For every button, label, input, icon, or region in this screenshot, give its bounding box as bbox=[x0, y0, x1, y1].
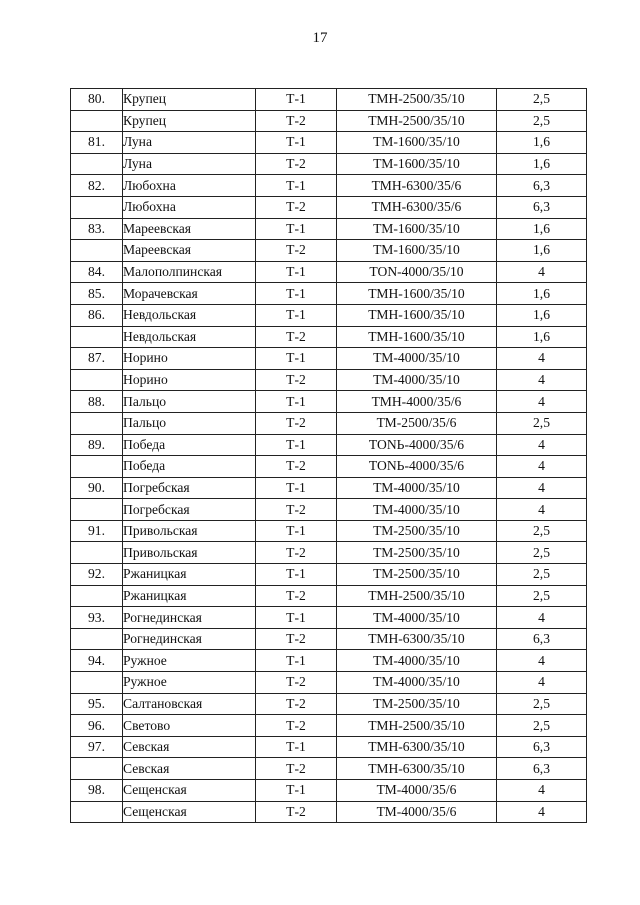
substation-name-cell: Севская bbox=[123, 736, 256, 758]
substation-name-cell: Морачевская bbox=[123, 283, 256, 305]
transformer-type-cell: ТМ-1600/35/10 bbox=[337, 153, 497, 175]
table-row bbox=[71, 456, 587, 478]
table-row bbox=[71, 672, 587, 694]
substation-name-cell: Сещенская bbox=[123, 801, 256, 823]
row-number-cell: 88. bbox=[71, 391, 123, 413]
transformer-id-cell: Т-2 bbox=[256, 758, 337, 780]
transformer-id-cell: Т-2 bbox=[256, 715, 337, 737]
power-cell: 4 bbox=[497, 348, 587, 370]
transformer-type-cell: ТМ-1600/35/10 bbox=[337, 132, 497, 154]
table-row bbox=[71, 520, 587, 542]
table-row bbox=[71, 110, 587, 132]
row-number-cell bbox=[71, 542, 123, 564]
row-number-cell: 80. bbox=[71, 89, 123, 111]
transformer-type-cell: ТМ-2500/35/6 bbox=[337, 412, 497, 434]
substation-name-cell: Светово bbox=[123, 715, 256, 737]
row-number-cell bbox=[71, 628, 123, 650]
table-row bbox=[71, 693, 587, 715]
power-cell: 1,6 bbox=[497, 132, 587, 154]
table-row bbox=[71, 628, 587, 650]
row-number-cell bbox=[71, 456, 123, 478]
power-cell: 4 bbox=[497, 391, 587, 413]
row-number-cell: 90. bbox=[71, 477, 123, 499]
transformer-type-cell: ТМ-4000/35/10 bbox=[337, 650, 497, 672]
power-cell: 2,5 bbox=[497, 110, 587, 132]
transformer-type-cell: ТМН-6300/35/6 bbox=[337, 175, 497, 197]
transformer-type-cell: ТМ-2500/35/10 bbox=[337, 693, 497, 715]
transformer-type-cell: ТМН-4000/35/6 bbox=[337, 391, 497, 413]
substation-name-cell: Норино bbox=[123, 369, 256, 391]
substation-name-cell: Погребская bbox=[123, 499, 256, 521]
transformer-id-cell: Т-1 bbox=[256, 283, 337, 305]
transformer-type-cell: ТМН-2500/35/10 bbox=[337, 715, 497, 737]
transformer-type-cell: ТОNЬ-4000/35/6 bbox=[337, 456, 497, 478]
substation-name-cell: Сещенская bbox=[123, 780, 256, 802]
row-number-cell: 84. bbox=[71, 261, 123, 283]
transformer-id-cell: Т-1 bbox=[256, 477, 337, 499]
power-cell: 6,3 bbox=[497, 175, 587, 197]
substation-name-cell: Любохна bbox=[123, 196, 256, 218]
transformer-type-cell: ТМ-4000/35/6 bbox=[337, 801, 497, 823]
substation-name-cell: Мареевская bbox=[123, 218, 256, 240]
power-cell: 2,5 bbox=[497, 585, 587, 607]
substation-name-cell: Малополпинская bbox=[123, 261, 256, 283]
power-cell: 4 bbox=[497, 369, 587, 391]
substation-name-cell: Севская bbox=[123, 758, 256, 780]
row-number-cell: 98. bbox=[71, 780, 123, 802]
power-cell: 4 bbox=[497, 477, 587, 499]
transformer-id-cell: Т-1 bbox=[256, 607, 337, 629]
table-row bbox=[71, 650, 587, 672]
row-number-cell bbox=[71, 758, 123, 780]
row-number-cell bbox=[71, 499, 123, 521]
table-row bbox=[71, 607, 587, 629]
power-cell: 2,5 bbox=[497, 542, 587, 564]
row-number-cell: 89. bbox=[71, 434, 123, 456]
row-number-cell bbox=[71, 153, 123, 175]
power-cell: 1,6 bbox=[497, 240, 587, 262]
table-row bbox=[71, 132, 587, 154]
substation-name-cell: Норино bbox=[123, 348, 256, 370]
substation-name-cell: Ружное bbox=[123, 650, 256, 672]
transformer-type-cell: ТМ-4000/35/10 bbox=[337, 348, 497, 370]
row-number-cell bbox=[71, 196, 123, 218]
power-cell: 2,5 bbox=[497, 412, 587, 434]
transformer-type-cell: ТМ-2500/35/10 bbox=[337, 564, 497, 586]
page-number: 17 bbox=[312, 30, 328, 46]
transformer-id-cell: Т-2 bbox=[256, 542, 337, 564]
power-cell: 2,5 bbox=[497, 89, 587, 111]
transformer-id-cell: Т-1 bbox=[256, 520, 337, 542]
row-number-cell bbox=[71, 240, 123, 262]
transformer-id-cell: Т-2 bbox=[256, 412, 337, 434]
table-row bbox=[71, 736, 587, 758]
row-number-cell: 87. bbox=[71, 348, 123, 370]
substation-name-cell: Крупец bbox=[123, 89, 256, 111]
power-cell: 6,3 bbox=[497, 736, 587, 758]
transformer-id-cell: Т-2 bbox=[256, 240, 337, 262]
table-row bbox=[71, 564, 587, 586]
table-row bbox=[71, 499, 587, 521]
table-row bbox=[71, 715, 587, 737]
substation-name-cell: Победа bbox=[123, 434, 256, 456]
transformer-id-cell: Т-2 bbox=[256, 693, 337, 715]
power-cell: 4 bbox=[497, 499, 587, 521]
row-number-cell bbox=[71, 110, 123, 132]
transformer-id-cell: Т-2 bbox=[256, 153, 337, 175]
power-cell: 1,6 bbox=[497, 326, 587, 348]
transformer-type-cell: ТМ-2500/35/10 bbox=[337, 542, 497, 564]
transformer-id-cell: Т-2 bbox=[256, 585, 337, 607]
transformer-type-cell: ТОNЬ-4000/35/6 bbox=[337, 434, 497, 456]
row-number-cell: 85. bbox=[71, 283, 123, 305]
substation-name-cell: Рогнединская bbox=[123, 628, 256, 650]
power-cell: 6,3 bbox=[497, 196, 587, 218]
substation-name-cell: Любохна bbox=[123, 175, 256, 197]
substation-name-cell: Победа bbox=[123, 456, 256, 478]
substation-name-cell: Привольская bbox=[123, 520, 256, 542]
substation-name-cell: Салтановская bbox=[123, 693, 256, 715]
transformer-type-cell: ТМН-6300/35/6 bbox=[337, 196, 497, 218]
power-cell: 1,6 bbox=[497, 153, 587, 175]
transformer-id-cell: Т-1 bbox=[256, 434, 337, 456]
power-cell: 1,6 bbox=[497, 283, 587, 305]
transformer-type-cell: ТМН-6300/35/10 bbox=[337, 736, 497, 758]
power-cell: 4 bbox=[497, 672, 587, 694]
substation-name-cell: Ржаницкая bbox=[123, 585, 256, 607]
transformer-type-cell: ТМН-2500/35/10 bbox=[337, 110, 497, 132]
transformer-type-cell: ТМН-1600/35/10 bbox=[337, 326, 497, 348]
row-number-cell: 96. bbox=[71, 715, 123, 737]
power-cell: 4 bbox=[497, 261, 587, 283]
table-row bbox=[71, 412, 587, 434]
transformer-id-cell: Т-2 bbox=[256, 326, 337, 348]
table-row bbox=[71, 89, 587, 111]
power-cell: 4 bbox=[497, 434, 587, 456]
transformer-type-cell: ТМ-4000/35/10 bbox=[337, 477, 497, 499]
table-body bbox=[71, 89, 587, 823]
row-number-cell bbox=[71, 672, 123, 694]
row-number-cell bbox=[71, 326, 123, 348]
transformer-id-cell: Т-1 bbox=[256, 780, 337, 802]
row-number-cell: 82. bbox=[71, 175, 123, 197]
table-row bbox=[71, 240, 587, 262]
row-number-cell bbox=[71, 412, 123, 434]
table-row bbox=[71, 283, 587, 305]
transformer-id-cell: Т-1 bbox=[256, 391, 337, 413]
transformer-type-cell: ТОN-4000/35/10 bbox=[337, 261, 497, 283]
transformer-id-cell: Т-2 bbox=[256, 499, 337, 521]
substation-name-cell: Невдольская bbox=[123, 304, 256, 326]
table-row bbox=[71, 780, 587, 802]
row-number-cell bbox=[71, 369, 123, 391]
transformer-type-cell: ТМН-2500/35/10 bbox=[337, 89, 497, 111]
substation-name-cell: Ружное bbox=[123, 672, 256, 694]
table-row bbox=[71, 434, 587, 456]
substation-name-cell: Крупец bbox=[123, 110, 256, 132]
substation-name-cell: Пальцо bbox=[123, 412, 256, 434]
substation-name-cell: Погребская bbox=[123, 477, 256, 499]
row-number-cell bbox=[71, 801, 123, 823]
transformer-type-cell: ТМ-4000/35/10 bbox=[337, 499, 497, 521]
row-number-cell: 86. bbox=[71, 304, 123, 326]
table-row bbox=[71, 175, 587, 197]
row-number-cell: 91. bbox=[71, 520, 123, 542]
transformer-id-cell: Т-2 bbox=[256, 672, 337, 694]
table-row bbox=[71, 477, 587, 499]
transformer-type-cell: ТМ-2500/35/10 bbox=[337, 520, 497, 542]
transformer-id-cell: Т-1 bbox=[256, 89, 337, 111]
table-row bbox=[71, 218, 587, 240]
substation-transformer-table bbox=[70, 88, 587, 823]
table-row bbox=[71, 326, 587, 348]
table-row bbox=[71, 585, 587, 607]
transformer-id-cell: Т-2 bbox=[256, 456, 337, 478]
substation-name-cell: Луна bbox=[123, 132, 256, 154]
row-number-cell: 83. bbox=[71, 218, 123, 240]
row-number-cell: 81. bbox=[71, 132, 123, 154]
substation-name-cell: Невдольская bbox=[123, 326, 256, 348]
table-row bbox=[71, 304, 587, 326]
power-cell: 2,5 bbox=[497, 520, 587, 542]
power-cell: 1,6 bbox=[497, 304, 587, 326]
power-cell: 2,5 bbox=[497, 693, 587, 715]
table-row bbox=[71, 348, 587, 370]
transformer-id-cell: Т-1 bbox=[256, 261, 337, 283]
table-row bbox=[71, 261, 587, 283]
transformer-type-cell: ТМ-1600/35/10 bbox=[337, 240, 497, 262]
substation-name-cell: Пальцо bbox=[123, 391, 256, 413]
table-row bbox=[71, 153, 587, 175]
transformer-type-cell: ТМН-1600/35/10 bbox=[337, 283, 497, 305]
row-number-cell bbox=[71, 585, 123, 607]
substation-name-cell: Ржаницкая bbox=[123, 564, 256, 586]
table-row bbox=[71, 196, 587, 218]
transformer-type-cell: ТМ-4000/35/10 bbox=[337, 369, 497, 391]
transformer-id-cell: Т-1 bbox=[256, 175, 337, 197]
table-row bbox=[71, 391, 587, 413]
power-cell: 4 bbox=[497, 650, 587, 672]
power-cell: 4 bbox=[497, 607, 587, 629]
power-cell: 2,5 bbox=[497, 564, 587, 586]
substation-name-cell: Привольская bbox=[123, 542, 256, 564]
table-row bbox=[71, 369, 587, 391]
transformer-type-cell: ТМ-4000/35/10 bbox=[337, 607, 497, 629]
power-cell: 4 bbox=[497, 456, 587, 478]
transformer-type-cell: ТМ-4000/35/6 bbox=[337, 780, 497, 802]
row-number-cell: 92. bbox=[71, 564, 123, 586]
transformer-id-cell: Т-2 bbox=[256, 801, 337, 823]
table-row bbox=[71, 542, 587, 564]
transformer-id-cell: Т-1 bbox=[256, 132, 337, 154]
power-cell: 6,3 bbox=[497, 628, 587, 650]
transformer-id-cell: Т-1 bbox=[256, 564, 337, 586]
substation-name-cell: Рогнединская bbox=[123, 607, 256, 629]
transformer-id-cell: Т-2 bbox=[256, 369, 337, 391]
power-cell: 2,5 bbox=[497, 715, 587, 737]
transformer-id-cell: Т-2 bbox=[256, 110, 337, 132]
transformer-type-cell: ТМН-1600/35/10 bbox=[337, 304, 497, 326]
substation-name-cell: Луна bbox=[123, 153, 256, 175]
transformer-id-cell: Т-1 bbox=[256, 736, 337, 758]
transformer-id-cell: Т-2 bbox=[256, 196, 337, 218]
transformer-id-cell: Т-1 bbox=[256, 650, 337, 672]
transformer-type-cell: ТМ-4000/35/10 bbox=[337, 672, 497, 694]
substation-name-cell: Мареевская bbox=[123, 240, 256, 262]
row-number-cell: 97. bbox=[71, 736, 123, 758]
transformer-id-cell: Т-1 bbox=[256, 218, 337, 240]
power-cell: 6,3 bbox=[497, 758, 587, 780]
power-cell: 4 bbox=[497, 780, 587, 802]
transformer-id-cell: Т-1 bbox=[256, 304, 337, 326]
row-number-cell: 93. bbox=[71, 607, 123, 629]
transformer-type-cell: ТМН-2500/35/10 bbox=[337, 585, 497, 607]
table-row bbox=[71, 801, 587, 823]
transformer-type-cell: ТМН-6300/35/10 bbox=[337, 628, 497, 650]
row-number-cell: 95. bbox=[71, 693, 123, 715]
transformer-type-cell: ТМН-6300/35/10 bbox=[337, 758, 497, 780]
power-cell: 4 bbox=[497, 801, 587, 823]
row-number-cell: 94. bbox=[71, 650, 123, 672]
transformer-type-cell: ТМ-1600/35/10 bbox=[337, 218, 497, 240]
transformer-id-cell: Т-2 bbox=[256, 628, 337, 650]
transformer-id-cell: Т-1 bbox=[256, 348, 337, 370]
power-cell: 1,6 bbox=[497, 218, 587, 240]
table-row bbox=[71, 758, 587, 780]
